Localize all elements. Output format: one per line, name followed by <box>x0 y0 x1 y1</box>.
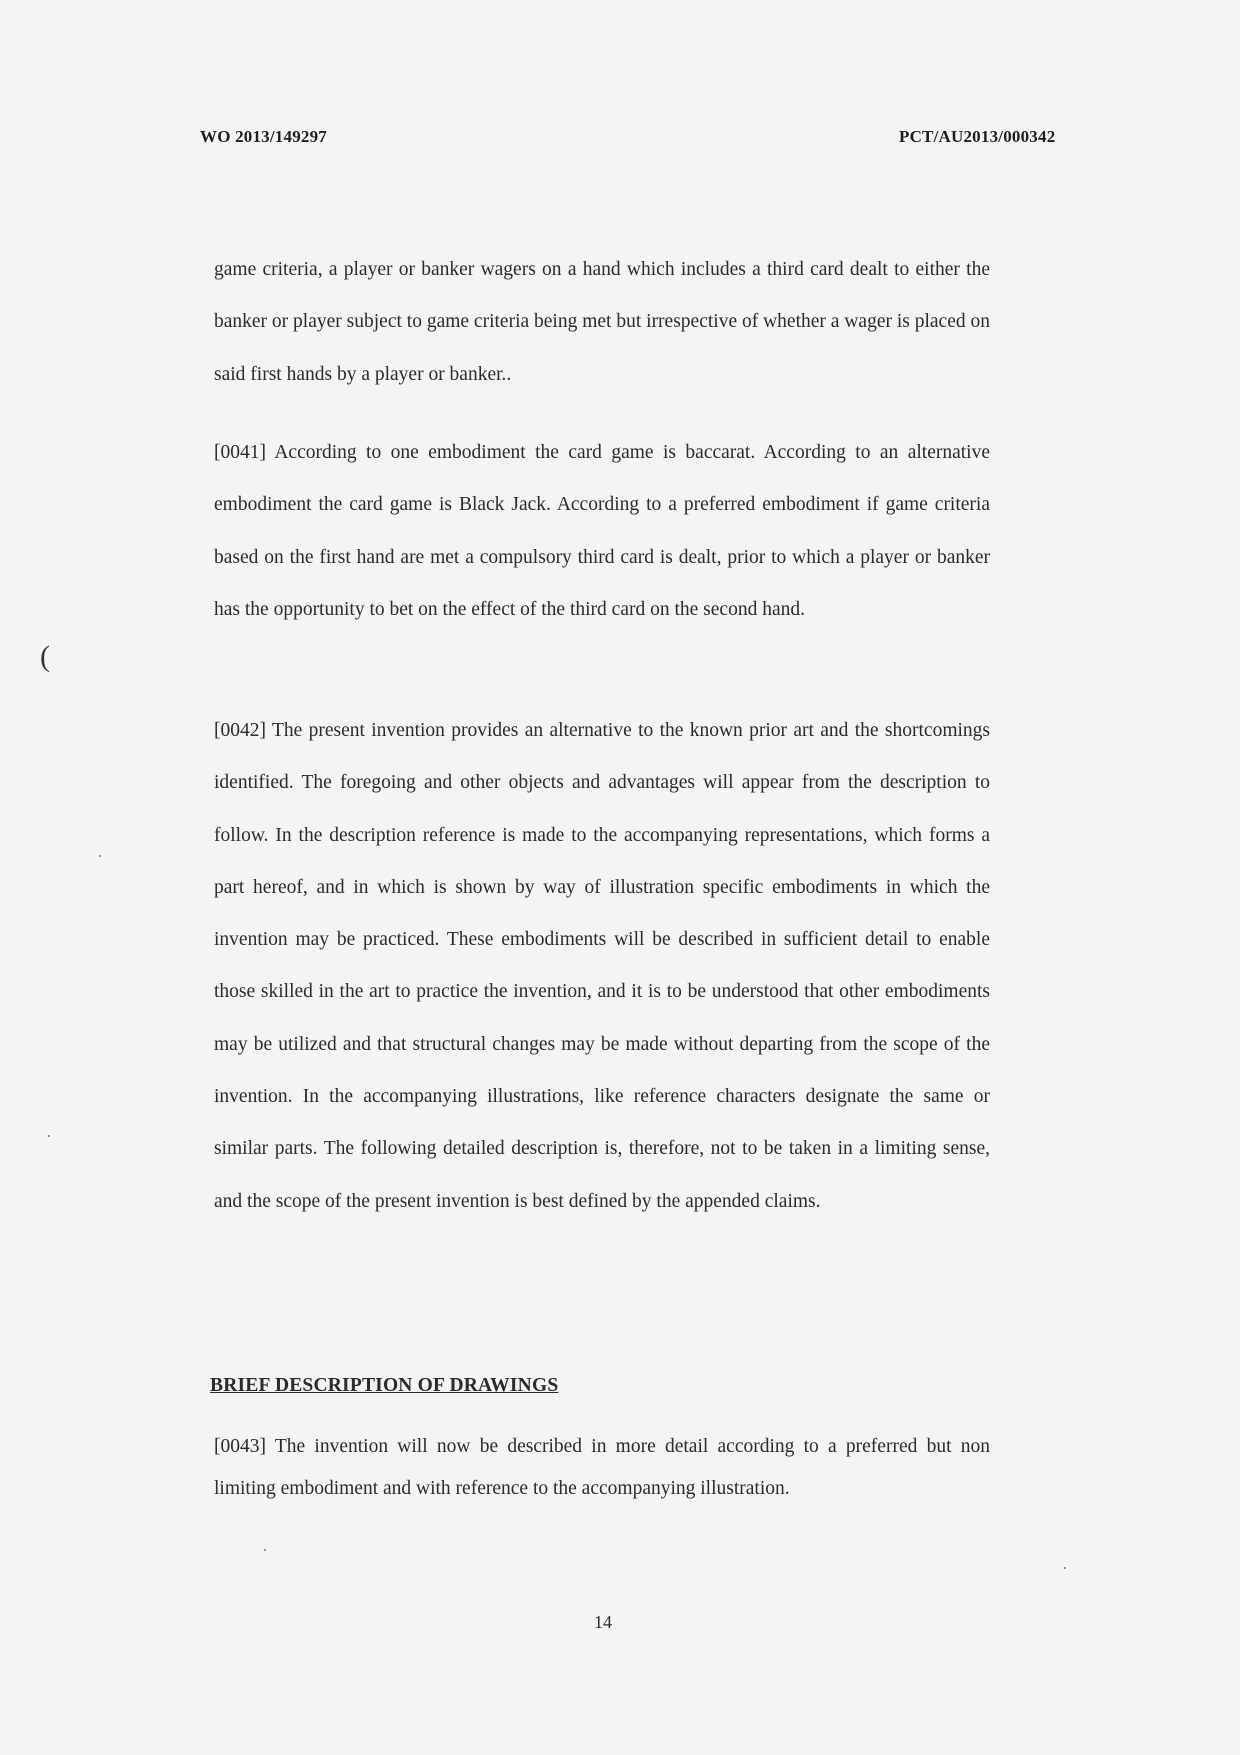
scan-speck <box>264 1549 266 1551</box>
publication-number: WO 2013/149297 <box>200 127 327 146</box>
paragraph-0041: [0041] According to one embodiment the card game is baccarat. According to an alternative embodiment the card game is Black Jack. According to a preferred embodiment if game criteria based on the first hand are met a compulsory third card is dealt, prior to which a player or banker has the opportunity to bet on the effect of the third card on the second hand. <box>214 442 990 620</box>
paragraph-0042: [0042] The present invention provides an alternative to the known prior art and the shortcomings identified. The foregoing and other objects and advantages will appear from the description to follow. In the description reference is made to the accompanying representations, which forms a part hereof, and in which is shown by way of illustration specific embodiments in which the invention may be practiced. These embodiments will be described in sufficient detail to enable those skilled in the art to practice the invention, and it is to be understood that other embodiments may be utilized and that structural changes may be made without departing from the scope of the invention. In the accompanying illustrations, like reference characters designate the same or similar parts. The following detailed description is, therefore, not to be taken in a limiting sense, and the scope of the present invention is best defined by the appended claims. <box>214 720 990 1212</box>
paragraph-0043: [0043] The invention will now be described in more detail according to a preferred but non limiting embodiment and with reference to the accompanying illustration. <box>214 1436 990 1499</box>
scan-speck <box>99 855 101 857</box>
page-number: 14 <box>594 1612 612 1632</box>
scan-speck <box>1064 1567 1066 1569</box>
scan-speck <box>48 1135 50 1137</box>
margin-parenthesis-mark: ( <box>40 640 50 673</box>
paragraph-continuation: game criteria, a player or banker wagers on a hand which includes a third card dealt to either the banker or player subject to game criteria being met but irrespective of whether a wager is placed on said first hands by a player or banker.. <box>214 259 990 385</box>
application-number: PCT/AU2013/000342 <box>899 127 1056 146</box>
section-heading: BRIEF DESCRIPTION OF DRAWINGS <box>210 1375 559 1396</box>
